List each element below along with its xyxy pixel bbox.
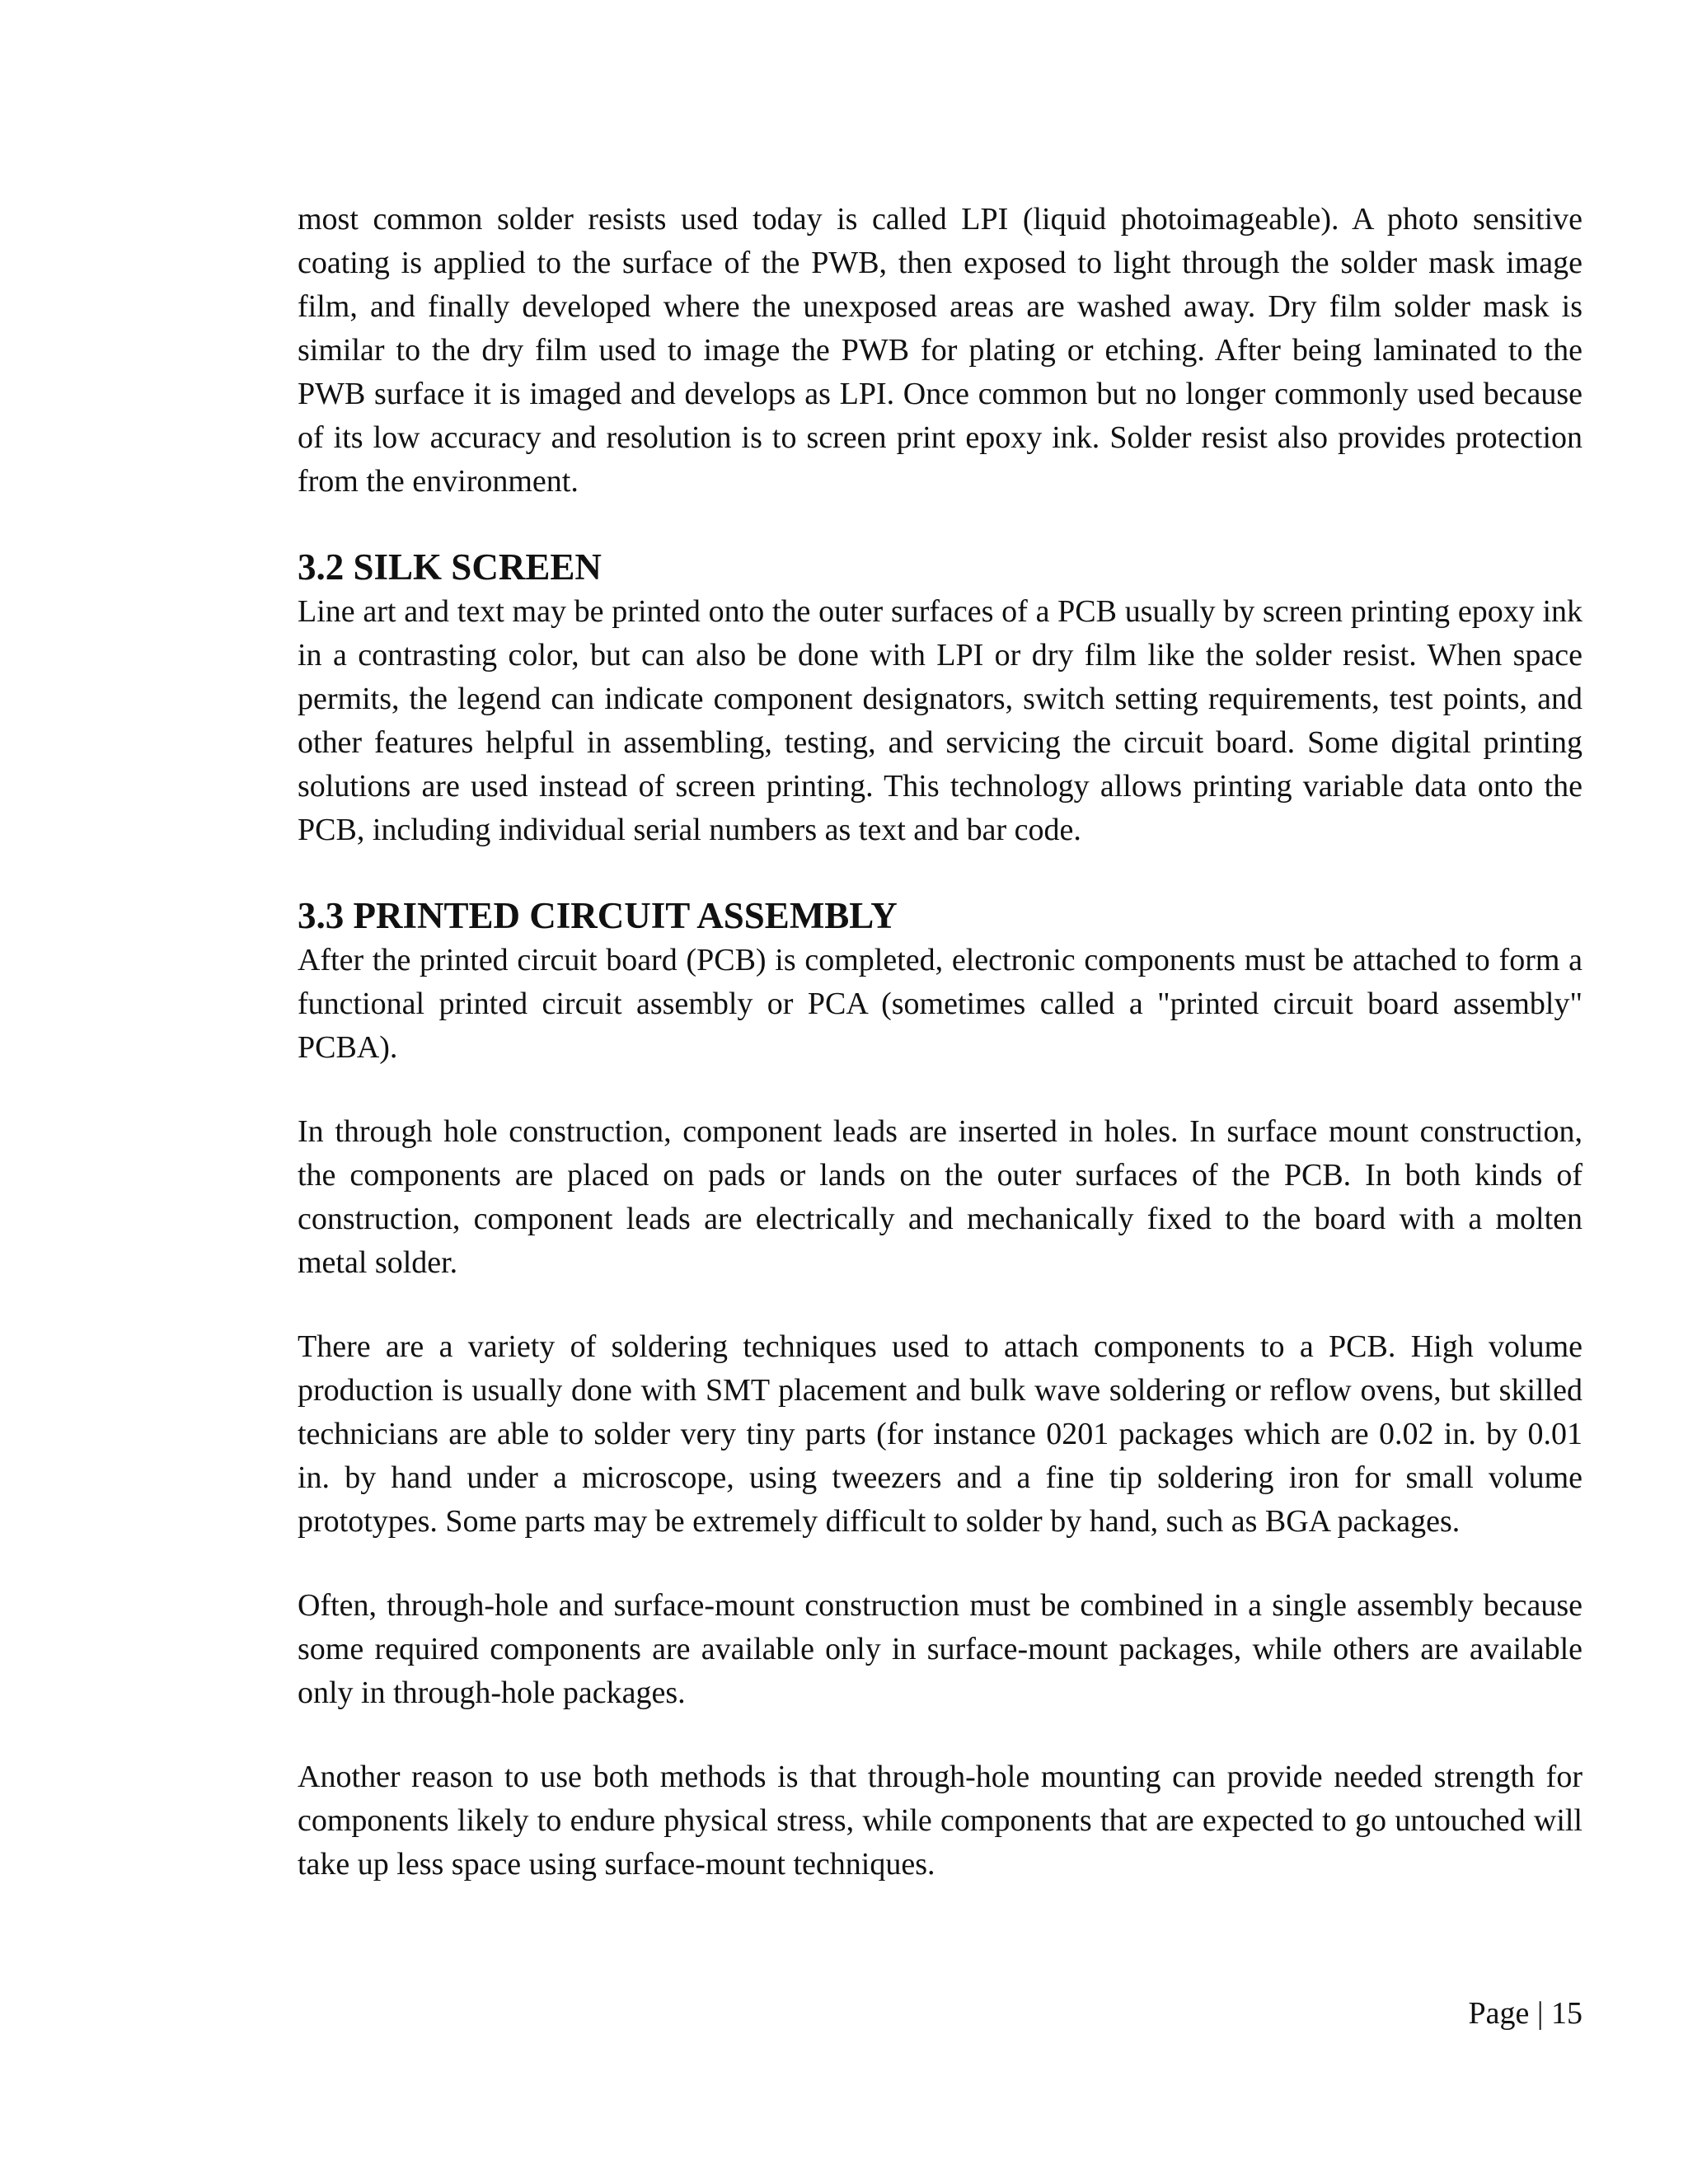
section-heading-printed-circuit-assembly: 3.3 PRINTED CIRCUIT ASSEMBLY (298, 895, 898, 936)
pca-paragraph-combined: Often, through-hole and surface-mount construction must be combined in a single assembly because some required components are available only in surface-mount packages, while others are available only in through-hole packages. (298, 1588, 1582, 1710)
pca-paragraph-through-hole: In through hole construction, component leads are inserted in holes. In surface mount construction, the components are placed on pads or lands on the outer surfaces of the PCB. In both kinds of construction, component leads are electrically and mechanically fixed to the board with a molten metal solder. (298, 1114, 1582, 1280)
section-heading-silk-screen: 3.2 SILK SCREEN (298, 546, 602, 588)
silk-screen-paragraph: Line art and text may be printed onto the outer surfaces of a PCB usually by screen printing epoxy ink in a contrasting color, but can also be done with LPI or dry film like the solder resist. When space permits, the legend can indicate component designators, switch setting requirements, test points, and other features helpful in assembling, testing, and servicing the circuit board. Some digital printing solutions are used instead of screen printing. This technology allows printing variable data onto the PCB, including individual serial numbers as text and bar code. (298, 594, 1582, 847)
page-number: Page | 15 (1468, 1996, 1582, 2031)
pca-paragraph-intro: After the printed circuit board (PCB) is completed, electronic components must be attached to form a functional printed circuit assembly or PCA (sometimes called a "printed circuit board assembly" PCBA). (298, 943, 1582, 1065)
pca-paragraph-both-methods: Another reason to use both methods is that through-hole mounting can provide needed strength for components likely to endure physical stress, while components that are expected to go untouched will take up less space using surface-mount techniques. (298, 1760, 1582, 1882)
intro-paragraph: most common solder resists used today is called LPI (liquid photoimageable). A photo sensitive coating is applied to the surface of the PWB, then exposed to light through the solder mask image film, and finally developed where the unexposed areas are washed away. Dry film solder mask is similar to the dry film used to image the PWB for plating or etching. After being laminated to the PWB surface it is imaged and develops as LPI. Once common but no longer commonly used because of its low accuracy and resolution is to screen print epoxy ink. Solder resist also provides protection from the environment. (298, 202, 1582, 499)
pca-paragraph-soldering: There are a variety of soldering techniques used to attach components to a PCB. High volume production is usually done with SMT placement and bulk wave soldering or reflow ovens, but skilled technicians are able to solder very tiny parts (for instance 0201 packages which are 0.02 in. by 0.01 in. by hand under a microscope, using tweezers and a fine tip soldering iron for small volume prototypes. Some parts may be extremely difficult to solder by hand, such as BGA packages. (298, 1329, 1582, 1539)
page-body (298, 198, 1582, 1886)
